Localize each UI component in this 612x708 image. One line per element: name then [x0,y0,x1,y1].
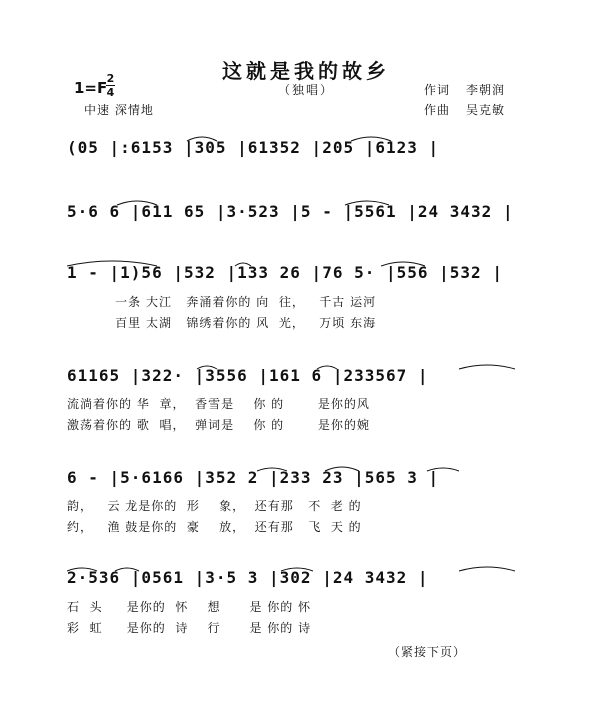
notation-text: (05 |:6153 |305 |61352 |205 |6123 | [67,138,440,157]
score-sheet [36,35,576,668]
meter-bottom: 4 [106,86,115,99]
lyricist-credit [424,81,521,98]
composer-role: 作曲 [424,103,451,117]
lyric-verse-2: 彩 虹 是你的 诗 行 是 你的 诗 [67,621,312,635]
notation-text: 2·536 |0561 |3·5 3 |302 |24 3432 | [67,568,429,587]
lyric-verse-2: 百里 太湖 锦绣着你的 风 光， 万顷 东海 [67,316,377,330]
lyric-verse-1: 石 头 是你的 怀 想 是 你的 怀 [67,600,312,614]
notation-line-5 [67,465,537,491]
time-signature [106,73,115,98]
notation-line-3 [67,260,537,286]
notation-line-2 [67,199,537,225]
notation-text: 5·6 6 |611 65 |3·523 |5 - |5561 |24 3432 | [67,202,514,221]
notation-line-6 [67,565,537,591]
song-title: 这就是我的故乡 [222,59,390,83]
tempo-marking: 中速 深情地 [84,103,154,117]
continued-note: （紧接下页） [388,645,467,659]
lyric-verse-2: 激荡着你的 歌 唱， 弹词是 你 的 是你的婉 [67,418,370,432]
performance-type: （独唱） [277,83,334,97]
composer-credit [424,101,521,118]
lyricist-role: 作词 [424,83,451,97]
lyricist-name: 李朝润 [466,83,506,97]
notation-text: 6 - |5·6166 |352 2 |233 23 |565 3 | [67,468,440,487]
notation-text: 61165 |322· |3556 |161 6 |233567 | [67,366,429,385]
composer-name: 吴克敏 [466,103,506,117]
meter-top: 2 [106,72,115,85]
key-signature: 1=F [74,79,108,97]
notation-line-4 [67,363,537,389]
notation-text: 1 - |1)56 |532 |133 26 |76 5· |556 |532 | [67,263,503,282]
lyric-verse-1: 流淌着你的 华 章， 香雪是 你 的 是你的风 [67,397,370,411]
lyric-verse-1: 韵， 云 龙是你的 形 象， 还有那 不 老 的 [67,499,362,513]
notation-line-1 [67,135,537,161]
lyric-verse-2: 约， 渔 鼓是你的 豪 放， 还有那 飞 天 的 [67,520,362,534]
lyric-verse-1: 一条 大江 奔涌着你的 向 往， 千古 运河 [67,295,377,309]
